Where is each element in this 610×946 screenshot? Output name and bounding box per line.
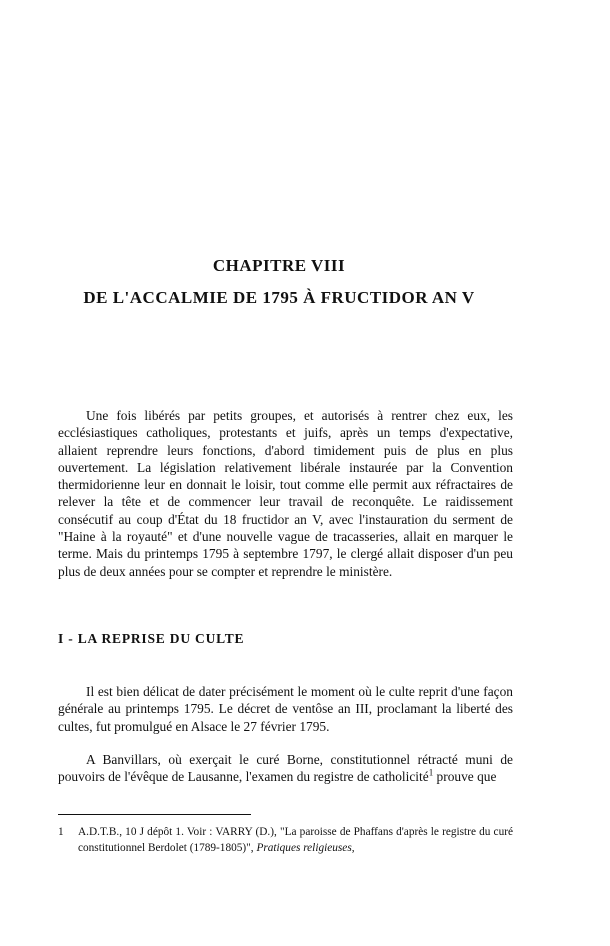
footnote-italic-title: Pratiques religieuses, — [256, 842, 355, 854]
paragraph-2-continuation: prouve que — [433, 769, 497, 785]
footnote-number: 1 — [58, 826, 64, 838]
paragraph-2-text: A Banvillars, où exerçait le curé Borne, constitutionnel rétracté muni de pouvoirs de l'évêque de Lausanne, l'examen du registre de catholicité — [58, 752, 513, 785]
chapter-number: CHAPITRE VIII — [212, 256, 346, 275]
footnote — [58, 824, 513, 856]
footnote-body: A.D.T.B., 10 J dépôt 1. Voir : VARRY (D.), "La paroisse de Phaffans d'après le registre du curé constitutionnel Berdolet (1789-1805)", — [78, 826, 513, 854]
chapter-title: DE L'ACCALMIE DE 1795 À FRUCTIDOR AN V — [83, 288, 475, 307]
intro-paragraph: Une fois libérés par petits groupes, et autorisés à rentrer chez eux, les ecclésiastiques catholiques, protestants et juifs, après un temps d'expectative, allaient reprendre leurs fonctions, d'abord timidement puis de plus en plus ouvertement. La législation relativement libérale instaurée par la Convention thermidorienne leur en donnait le loisir, tout comme elle permit aux réfractaires de relever la tête et de commencer leur travail de reconquête. Le raidissement consécutif au coup d'État du 18 fructidor an V, avec l'instauration du serment de "Haine à la royauté" et d'une nouvelle vague de tracasseries, allait en marquer le terme. Mais du printemps 1795 à septembre 1797, le clergé allait disposer d'un peu plus de deux années pour se compter et reprendre le ministère. — [58, 408, 513, 579]
section-paragraph-2 — [58, 751, 513, 786]
footnote-divider — [58, 814, 251, 815]
section-heading: I - LA REPRISE DU CULTE — [58, 631, 245, 646]
section-paragraph-1: Il est bien délicat de dater précisément le moment où le culte reprit d'une façon générale au printemps 1795. Le décret de ventôse an III, proclamant la liberté des cultes, fut promulgué en Alsace le 27 février 1795. — [58, 684, 513, 734]
footnote-text — [78, 824, 513, 856]
footnote-reference[interactable]: 1 — [428, 767, 434, 778]
